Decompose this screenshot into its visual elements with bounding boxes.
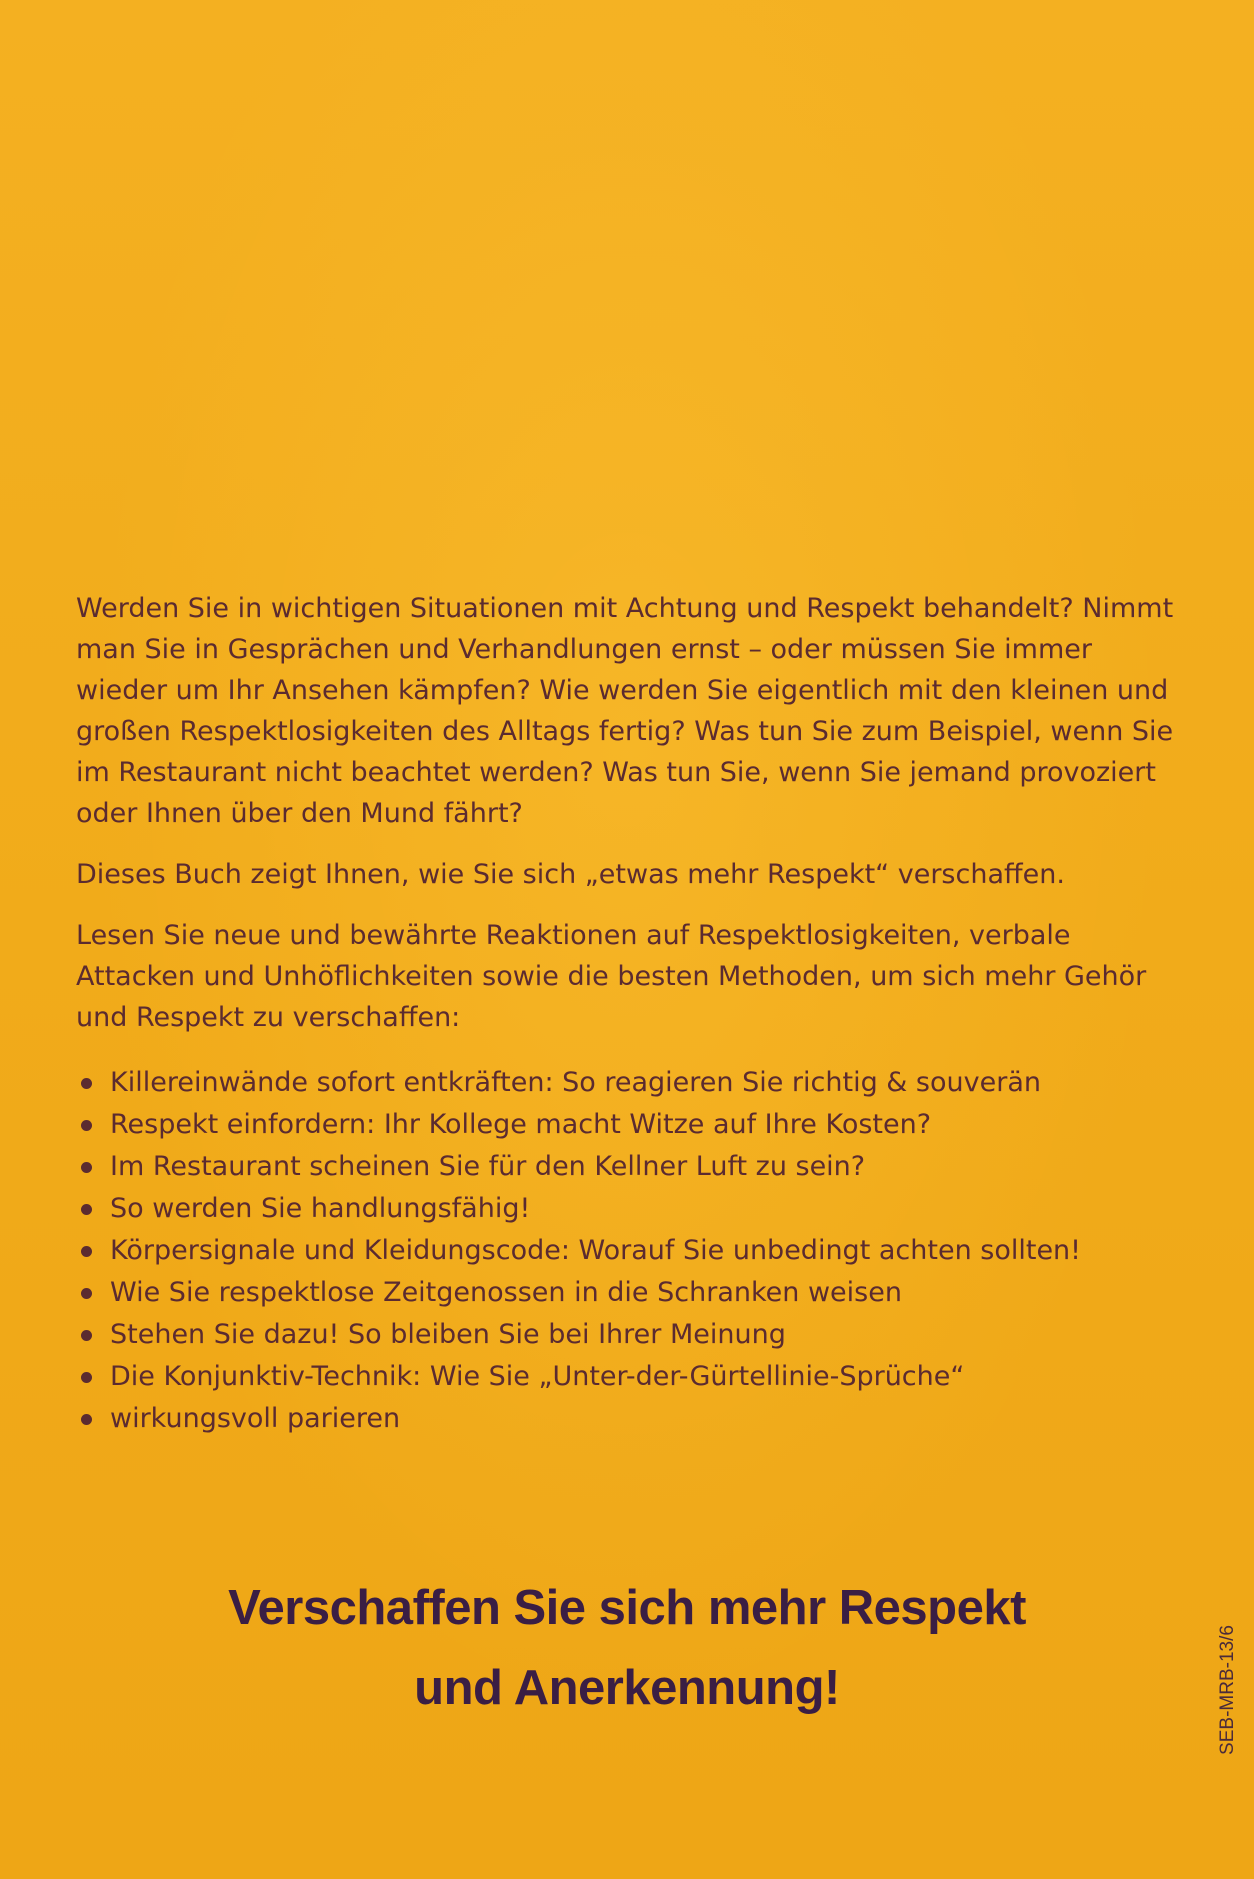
bullet-icon [81, 1078, 92, 1089]
bullet-icon [81, 1120, 92, 1131]
tagline-line-1: Verschaffen Sie sich mehr Respekt [228, 1581, 1026, 1635]
bullet-icon [81, 1288, 92, 1299]
blurb-text [76, 588, 1186, 1440]
feature-list [76, 1062, 1186, 1440]
blurb-paragraph-methods: Lesen Sie neue und bewährte Reaktionen auf Respektlosigkeiten, verbale Attacken und Unhöflichkeiten sowie die besten Methoden, um sich mehr Gehör und Respekt zu verschaffen: [76, 920, 1147, 1033]
tagline [0, 1568, 1254, 1728]
bullet-icon [81, 1372, 92, 1383]
bullet-icon [81, 1330, 92, 1341]
list-item: wirkungsvoll parieren [76, 1398, 1186, 1440]
list-item: Stehen Sie dazu! So bleiben Sie bei Ihrer Meinung [76, 1314, 1186, 1356]
list-item: Im Restaurant scheinen Sie für den Kellner Luft zu sein? [76, 1146, 1186, 1188]
list-item: Die Konjunktiv-Technik: Wie Sie „Unter-der-Gürtellinie-Sprüche“ [76, 1356, 1186, 1398]
list-item: Wie Sie respektlose Zeitgenossen in die Schranken weisen [76, 1272, 1186, 1314]
list-item: So werden Sie handlungsfähig! [76, 1188, 1186, 1230]
bullet-icon [81, 1162, 92, 1173]
blurb-paragraph-intro: Dieses Buch zeigt Ihnen, wie Sie sich „etwas mehr Respekt“ verschaffen. [76, 859, 1065, 890]
list-item: Respekt einfordern: Ihr Kollege macht Witze auf Ihre Kosten? [76, 1104, 1186, 1146]
bullet-icon [81, 1414, 92, 1425]
bullet-icon [81, 1204, 92, 1215]
list-item: Körpersignale und Kleidungscode: Worauf Sie unbedingt achten sollten! [76, 1230, 1186, 1272]
tagline-line-2: und Anerkennung! [414, 1661, 840, 1715]
list-item: Killereinwände sofort entkräften: So reagieren Sie richtig & souverän [76, 1062, 1186, 1104]
blurb-paragraph-questions: Werden Sie in wichtigen Situationen mit Achtung und Respekt behandelt? Nimmt man Sie in Gesprächen und Verhandlungen ernst – oder müssen Sie immer wieder um Ihr Ansehen kämpfen? Wie werden Sie eigentlich mit den kleinen und großen Respektlosigkeiten des Alltags fertig? Was tun Sie zum Beispiel, wenn Sie im Restaurant nicht beachtet werden? Was tun Sie, wenn Sie jemand provoziert oder Ihnen über den Mund fährt? [76, 593, 1174, 829]
product-code: SEB-MRB-13/6 [1217, 1625, 1238, 1755]
bullet-icon [81, 1246, 92, 1257]
